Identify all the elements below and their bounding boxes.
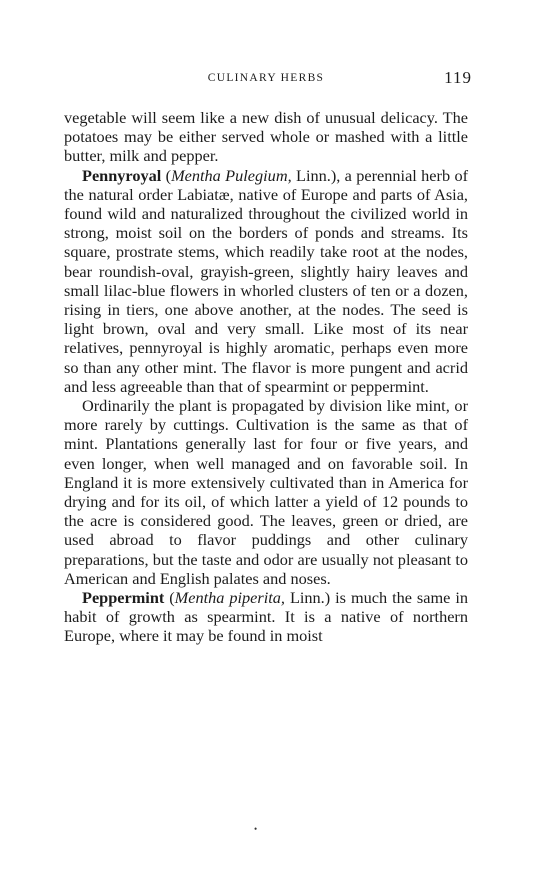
paragraph-text: vegetable will seem like a new dish of unusual delicacy. The potatoes may be either served whole or mashed with a little butter, milk and pepper. [64, 108, 468, 166]
running-head [64, 68, 472, 88]
page-number: 119 [444, 68, 472, 87]
body-text [64, 108, 468, 646]
paragraph-propagation [64, 396, 468, 588]
binomial-name-pennyroyal: Mentha Pulegium, [171, 165, 292, 185]
open-parenthesis: ( [161, 165, 172, 185]
paragraph-text: Linn.) is much the same in habit of growth as spearmint. It is a native of northern Europe, where it may be found in moist [64, 588, 468, 646]
paragraph-pennyroyal [64, 166, 468, 396]
binomial-name-peppermint: Mentha piperita, [174, 588, 285, 608]
paragraph-text: Ordinarily the plant is propagated by division like mint, or more rarely by cuttings. Cultivation is the same as that of mint. Plantations generally last for four or five years, and even longer, when well managed and on favorable soil. In England it is more extensively cultivated than in America for drying and for its oil, of which latter a yield of 12 pounds to the acre is considered good. The leaves, green or dried, are used abroad to flavor puddings and other culinary preparations, but the taste and odor are usually not pleasant to American and English palates and noses. [64, 396, 468, 588]
open-parenthesis: ( [164, 588, 175, 608]
footer-mark: • [254, 824, 258, 834]
entry-term-peppermint: Peppermint [82, 588, 165, 608]
running-head-title: CULINARY HERBS [207, 72, 325, 84]
paragraph-text: Linn.), a perennial herb of the natural order Labiatæ, native of Europe and parts of Asia, found wild and naturalized throughout the civilized world in strong, moist soil on the borders of ponds and streams. Its square, prostrate stems, which readily take root at the nodes, bear roundish-oval, grayish-green, slightly hairy leaves and small lilac-blue flowers in whorled clusters of ten or a dozen, rising in tiers, one above another, at the nodes. The seed is light brown, oval and very small. Like most of its near relatives, pennyroyal is highly aromatic, perhaps even more so than any other mint. The flavor is more pungent and acrid and less agreeable than that of spearmint or peppermint. [64, 165, 469, 396]
paragraph-peppermint [64, 588, 468, 646]
paragraph-potatoes [64, 108, 468, 166]
entry-term-pennyroyal: Pennyroyal [82, 165, 162, 185]
